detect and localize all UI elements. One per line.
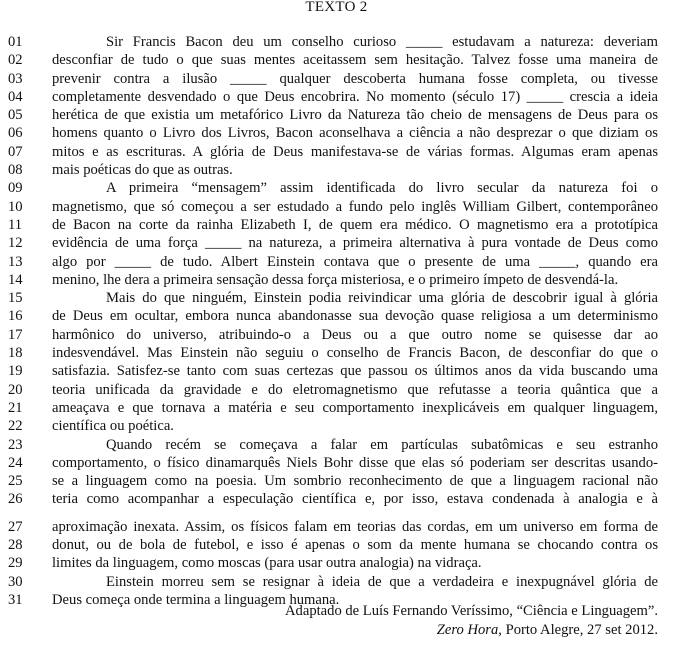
line-number: 16 <box>8 308 23 325</box>
line-text: científica ou poética. <box>52 418 174 435</box>
text-line <box>8 216 658 234</box>
text-line <box>8 454 658 472</box>
numbered-text <box>8 33 658 609</box>
line-text: limites da linguagem, como moscas (para usar outra analogia) na vidraça. <box>52 555 482 572</box>
line-text: Deus começa onde termina a linguagem humana. <box>52 591 340 608</box>
line-text: mais poéticas do que as outras. <box>52 162 233 179</box>
line-number: 02 <box>8 52 23 69</box>
line-text: satisfazia. Satisfez-se tanto com suas certezas que passou os últimos anos da vida buscando uma <box>52 363 658 380</box>
line-text: aproximação inexata. Assim, os físicos falam em teorias das cordas, em um universo em forma de <box>52 518 658 535</box>
line-text: algo por _____ de tudo. Albert Einstein contava que o presente de uma _____, quando era <box>52 253 658 270</box>
line-text: A primeira “mensagem” assim identificada do livro secular da natureza foi o <box>106 180 658 197</box>
text-line <box>8 161 658 179</box>
text-line <box>8 536 658 554</box>
line-number: 15 <box>8 290 23 307</box>
line-number: 25 <box>8 473 23 490</box>
text-line <box>8 490 658 508</box>
line-number: 04 <box>8 88 23 105</box>
line-number: 19 <box>8 363 23 380</box>
text-line <box>8 234 658 252</box>
text-line <box>8 417 658 435</box>
line-number: 30 <box>8 573 23 590</box>
line-number: 24 <box>8 454 23 471</box>
line-gap <box>8 509 658 518</box>
line-number: 10 <box>8 198 23 215</box>
line-text: teoria unificada da gravidade e do eletromagnetismo que refutasse a teoria quântica que a <box>52 381 658 398</box>
text-line <box>8 436 658 454</box>
line-number: 14 <box>8 271 23 288</box>
source-citation <box>285 602 658 639</box>
source-publication-line <box>285 621 658 640</box>
line-text: completamente desvendado o que Deus encobrira. No momento (século 17) _____ crescia a ideia <box>52 88 658 105</box>
text-line <box>8 70 658 88</box>
source-date: , Porto Alegre, 27 set 2012. <box>498 621 658 638</box>
line-text: harmônico do universo, atribuindo-o a Deus ou a que outro nome se quisesse dar ao <box>52 326 658 343</box>
line-number: 11 <box>8 216 23 233</box>
line-number: 20 <box>8 381 23 398</box>
line-text: herética de que existia um metafórico Livro da Natureza tão cheio de mensagens de Deus para os <box>52 107 658 124</box>
line-number: 06 <box>8 125 23 142</box>
line-text: homens quanto o Livro dos Livros, Bacon aconselhava a ciência a não desprezar o que diziam os <box>52 125 658 142</box>
text-line <box>8 88 658 106</box>
line-number: 01 <box>8 34 23 50</box>
text-line <box>8 399 658 417</box>
text-line <box>8 106 658 124</box>
line-text: indesvendável. Mas Einstein não seguiu o conselho de Francis Bacon, de desconfiar do que o <box>52 345 658 362</box>
text-line <box>8 289 658 307</box>
line-text: donut, ou de bola de futebol, e isso é apenas o som da mente humana se chocando contra os <box>52 537 658 554</box>
line-number: 13 <box>8 253 23 270</box>
source-author-line: Adaptado de Luís Fernando Veríssimo, “Ciência e Linguagem”. <box>285 603 658 619</box>
text-line <box>8 381 658 399</box>
text-line <box>8 307 658 325</box>
line-text: evidência de uma força _____ na natureza, a primeira alternativa à pura vontade de Deus como <box>52 235 658 252</box>
line-number: 31 <box>8 591 23 608</box>
line-text: mitos e as escrituras. A glória de Deus manifestava-se de várias formas. Algumas eram apenas <box>52 143 658 160</box>
line-number: 05 <box>8 107 23 124</box>
line-text: Sir Francis Bacon deu um conselho curioso _____ estudavam a natureza: deveriam <box>106 34 658 50</box>
line-number: 07 <box>8 143 23 160</box>
text-line <box>8 554 658 572</box>
text-line <box>8 518 658 536</box>
line-text: de Bacon na corte da rainha Elizabeth I, de quem era médico. O magnetismo era a prototípica <box>52 216 658 233</box>
line-text: comportamento, o físico dinamarquês Niels Bohr disse que elas só poderiam ser descritas usando- <box>52 454 658 471</box>
line-number: 28 <box>8 537 23 554</box>
line-number: 21 <box>8 399 23 416</box>
line-number: 22 <box>8 418 23 435</box>
text-line <box>8 573 658 591</box>
text-line <box>8 51 658 69</box>
text-title: TEXTO 2 <box>305 0 368 15</box>
text-line <box>8 326 658 344</box>
line-text: menino, lhe dera a primeira sensação dessa força misteriosa, e o primeiro ímpeto de desvendá-la. <box>52 271 619 288</box>
text-line <box>8 33 658 51</box>
line-number: 03 <box>8 70 23 87</box>
line-number: 18 <box>8 345 23 362</box>
text-line <box>8 362 658 380</box>
line-text: Quando recém se começava a falar em partículas subatômicas e seu estranho <box>106 436 658 453</box>
text-line <box>8 271 658 289</box>
text-line <box>8 198 658 216</box>
line-text: desconfiar de tudo o que suas mentes aceitassem sem hesitação. Talvez fosse uma maneira de <box>52 52 658 69</box>
text-line <box>8 344 658 362</box>
line-number: 08 <box>8 162 23 179</box>
text-line <box>8 124 658 142</box>
text-line <box>8 472 658 490</box>
line-number: 12 <box>8 235 23 252</box>
line-text: ameaçava e que tornava a matéria e seu comportamento inexplicáveis em qualquer linguagem, <box>52 399 658 416</box>
line-number: 29 <box>8 555 23 572</box>
line-text: se a linguagem como na poesia. Um sombrio reconhecimento de que a linguagem racional não <box>52 473 658 490</box>
line-text: prevenir contra a ilusão _____ qualquer descoberta humana fosse completa, ou tivesse <box>52 70 658 87</box>
line-number: 09 <box>8 180 23 197</box>
text-line <box>8 143 658 161</box>
line-text: Mais do que ninguém, Einstein podia reivindicar uma glória de descobrir igual à glória <box>106 290 658 307</box>
line-number: 23 <box>8 436 23 453</box>
text-line <box>8 253 658 271</box>
text-line <box>8 179 658 197</box>
line-text: teria como acompanhar a especulação científica e, por isso, estava condenada à analogia e à <box>52 491 658 508</box>
line-number: 17 <box>8 326 23 343</box>
line-text: Einstein morreu sem se resignar à ideia de que a verdadeira e inexpugnável glória de <box>106 573 658 590</box>
line-text: de Deus em ocultar, embora nunca abandonasse sua devoção quase religiosa a um determinismo <box>52 308 658 325</box>
source-publication: Zero Hora <box>436 621 499 638</box>
line-number: 27 <box>8 518 23 535</box>
line-text: magnetismo, que só começou a ser estudado a fundo pelo inglês William Gilbert, contemporâneo <box>52 198 658 215</box>
line-number: 26 <box>8 491 23 508</box>
